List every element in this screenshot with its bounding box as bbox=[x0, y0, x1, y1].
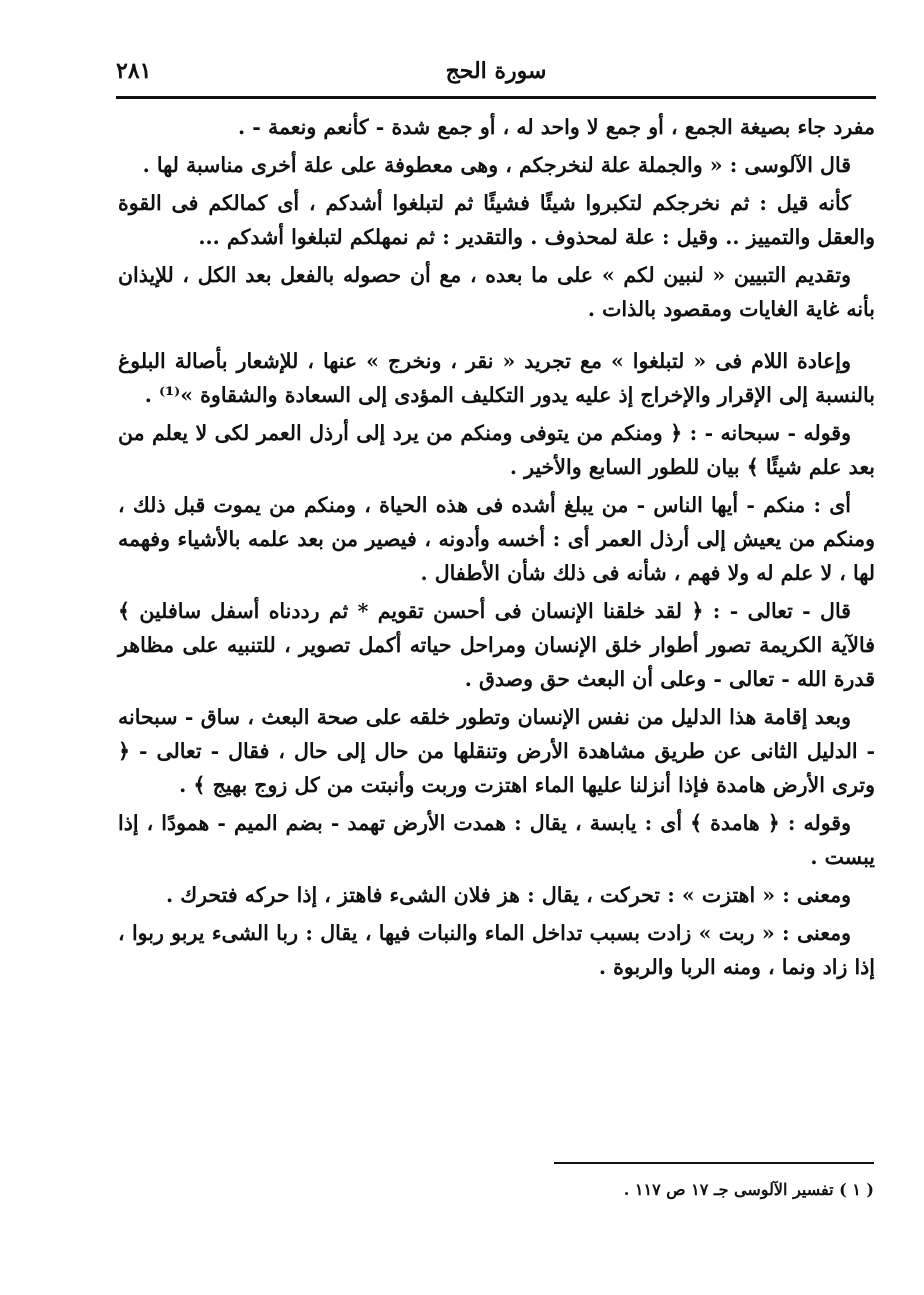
paragraph: وقوله - سبحانه - : ﴿ ومنكم من يتوفى ومنكم من يرد إلى أرذل العمر لكى لا يعلم من بعد علم شيئًا ﴾ بيان للطور السابع والأخير . bbox=[118, 421, 875, 479]
page-number: ٢٨١ bbox=[116, 58, 152, 84]
paragraph: قال - تعالى - : ﴿ لقد خلقنا الإنسان فى أحسن تقويم * ثم رددناه أسفل سافلين ﴾ فالآية الكريمة تصور أطوار خلق الإنسان ومراحل حياته أكمل تصوير ، للتنبيه على مظاهر قدرة الله - تعالى - وعلى أن البعث حق وصدق . bbox=[118, 599, 876, 691]
footnote: ( ١ ) تفسير الآلوسى جـ ١٧ ص ١١٧ . bbox=[623, 1180, 874, 1199]
paragraph: قال الآلوسى : « والجملة علة لنخرجكم ، وهى معطوفة على علة أخرى مناسبة لها . bbox=[142, 153, 851, 177]
page-body bbox=[118, 110, 875, 988]
paragraph: وبعد إقامة هذا الدليل من نفس الإنسان وتطور خلقه على صحة البعث ، ساق - سبحانه - الدليل الثانى عن طريق مشاهدة الأرض وتنقلها من حال إلى حال ، فقال - تعالى - ﴿ وترى الأرض هامدة فإذا أنزلنا عليها الماء اهتزت وربت وأنبتت من كل زوج بهيج ﴾ . bbox=[118, 705, 875, 797]
paragraph: وإعادة اللام فى « لتبلغوا » مع تجريد « نقر ، ونخرج » عنها ، للإشعار بأصالة البلوغ بالنسبة إلى الإقرار والإخراج إذ عليه يدور التكليف المؤدى إلى السعادة والشقاوة »⁽¹⁾ . bbox=[118, 349, 875, 407]
paragraph: ومعنى : « ربت » زادت بسبب تداخل الماء والنبات فيها ، يقال : ربا الشىء يربو ربوا ، إذا زاد ونما ، ومنه الربا والربوة . bbox=[118, 921, 875, 979]
page-header bbox=[116, 52, 876, 99]
paragraph: أى : منكم - أيها الناس - من يبلغ أشده فى هذه الحياة ، ومنكم من يموت قبل ذلك ، ومنكم من يعيش إلى أرذل العمر أى : أخسه وأدونه ، فيصير من بعد علمه بالأشياء وفهمه لها ، لا علم له ولا فهم ، شأنه فى ذلك شأن الأطفال . bbox=[118, 493, 875, 585]
paragraph: ومعنى : « اهتزت » : تحركت ، يقال : هز فلان الشىء فاهتز ، إذا حركه فتحرك . bbox=[165, 883, 851, 907]
surah-title: سورة الحج bbox=[445, 58, 547, 84]
paragraph: وقوله : ﴿ هامدة ﴾ أى : يابسة ، يقال : همدت الأرض تهمد - بضم الميم - همودًا ، إذا يبست . bbox=[118, 811, 875, 869]
paragraph: وتقديم التبيين « لنبين لكم » على ما بعده ، مع أن حصوله بالفعل بعد الكل ، للإيذان بأنه غاية الغايات ومقصود بالذات . bbox=[118, 263, 875, 321]
footnote-divider bbox=[554, 1162, 874, 1164]
paragraph: كأنه قيل : ثم نخرجكم لتكبروا شيئًا فشيئًا ثم لتبلغوا أشدكم ، أى كمالكم فى القوة والعقل والتمييز .. وقيل : علة لمحذوف . والتقدير : ثم نمهلكم لتبلغوا أشدكم ... bbox=[118, 191, 875, 249]
paragraph: مفرد جاء بصيغة الجمع ، أو جمع لا واحد له ، أو جمع شدة - كأنعم ونعمة - . bbox=[238, 115, 875, 139]
